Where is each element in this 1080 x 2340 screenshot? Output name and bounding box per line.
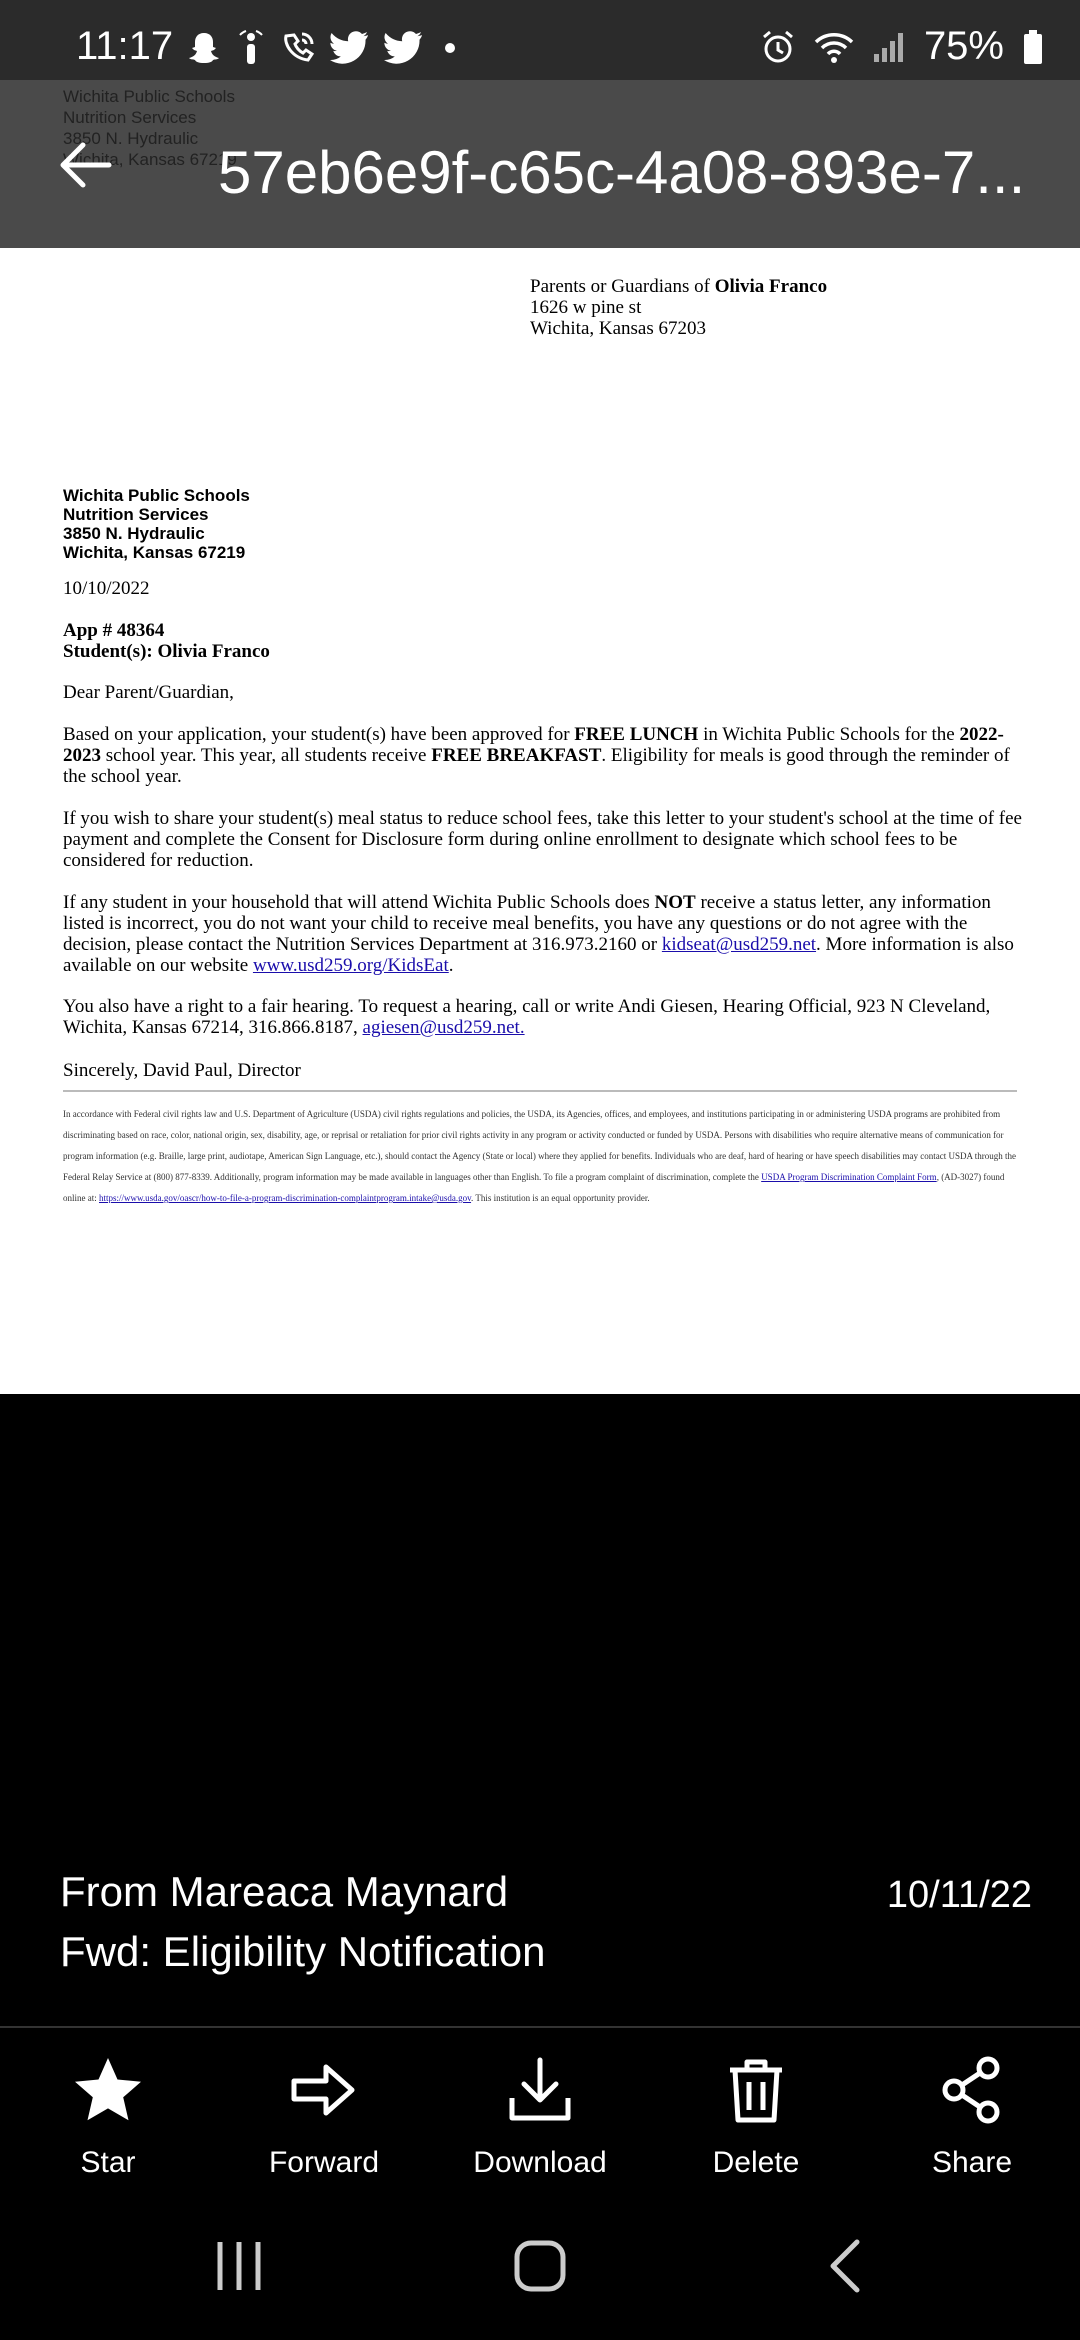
back-button[interactable] — [50, 130, 120, 200]
dot-icon — [438, 36, 462, 60]
share-button[interactable] — [872, 2050, 1072, 2180]
alarm-icon — [760, 29, 796, 65]
text: . Eligibility for meals is good through the reminder of the school year. — [63, 745, 1010, 787]
usda-email-link[interactable]: program.intake@usda.gov — [376, 1193, 472, 1203]
wifi-icon — [814, 30, 854, 64]
info-icon — [236, 30, 266, 66]
text: Based on your application, your student(s) have been approved for — [63, 724, 575, 745]
hearing-paragraph — [63, 996, 1023, 1038]
recipient-city: Wichita, Kansas 67203 — [530, 318, 707, 339]
contact-paragraph — [63, 892, 1023, 976]
trash-icon — [716, 2050, 796, 2130]
star-button[interactable] — [8, 2050, 208, 2180]
letterhead-line: Nutrition Services — [63, 108, 197, 127]
emphasis: FREE LUNCH — [574, 724, 699, 745]
salutation: Dear Parent/Guardian, — [63, 682, 234, 703]
text: In accordance with Federal civil rights law and U.S. Department of Agriculture (USDA) civil rights regulations and policies, the USDA, its Agencies, offices, and employees, and institutions participating in or administering USDA programs are prohibited from discriminating based on race, color, national origin, sex, disability, age, or reprisal or retaliation for prior civil rights activity in any program or activity conducted or funded by USDA. Persons with disabilities who require alternative means of communication for program information (e.g. Braille, large print, audiotape, American Sign Language, etc.), should contact the Agency (State or local) where they applied for benefits. Individuals who are deaf, hard of hearing or have speech disabilities may contact USDA through the Federal Relay Service at (800) 877-8339. Additionally, program information may be made available in languages other than English. To file a program complaint of discrimination, complete the — [63, 1109, 1017, 1182]
sender-line: Wichita, Kansas 67219 — [63, 543, 246, 562]
recent-apps-icon — [214, 2240, 264, 2292]
twitter-icon — [330, 31, 370, 65]
text: in Wichita Public Schools for the — [698, 724, 960, 745]
forward-button[interactable] — [224, 2050, 424, 2180]
signoff: Sincerely, David Paul, Director — [63, 1060, 301, 1081]
recipient-address — [530, 276, 827, 339]
document-title: 57eb6e9f-c65c-4a08-893e-7... — [218, 139, 1026, 206]
back-arrow-icon — [57, 140, 113, 190]
letter-date: 10/10/2022 — [63, 578, 150, 599]
snapchat-icon — [186, 30, 222, 66]
sender-line: Nutrition Services — [63, 505, 209, 524]
battery-icon — [1022, 29, 1044, 65]
sender-address — [63, 486, 250, 562]
emphasis: 2022-2023 — [63, 724, 1004, 766]
battery-percentage: 75% — [923, 24, 1004, 68]
delete-label: Delete — [712, 2146, 800, 2179]
twitter-icon — [384, 31, 424, 65]
usda-url-link[interactable]: https://www.usda.gov/oascr/how-to-file-a-program-discrimination-complaint — [99, 1193, 377, 1203]
download-button[interactable] — [440, 2050, 640, 2180]
fee-reduction-paragraph: If you wish to share your student(s) meal status to reduce school fees, take this letter to your student's school at the time of fee payment and complete the Consent for Disclosure form during online enrollment to designate which school fees to be considered for reduction. — [63, 808, 1022, 871]
home-icon — [512, 2238, 568, 2294]
star-label: Star — [80, 2146, 136, 2179]
text: If any student in your household that will attend Wichita Public Schools does — [63, 892, 655, 913]
status-time: 11:17 — [76, 24, 174, 68]
recipient-name: Olivia Franco — [714, 276, 828, 297]
app-number: App # 48364 — [63, 620, 165, 641]
emphasis: FREE BREAKFAST — [431, 745, 602, 766]
text: school year. This year, all students receive — [101, 745, 432, 766]
application-info — [63, 620, 1023, 662]
sender-line: 3850 N. Hydraulic — [63, 524, 205, 543]
sender-line: Wichita Public Schools — [63, 486, 250, 505]
message-subject: Fwd: Eligibility Notification — [60, 1928, 546, 1975]
letterhead-line: Wichita, Kansas 67219 — [63, 150, 237, 169]
header-bar — [0, 0, 1080, 248]
approval-paragraph — [63, 724, 1023, 787]
email-link[interactable]: kidseat@usd259.net — [661, 934, 817, 955]
share-icon — [932, 2050, 1012, 2130]
wifi-calling-icon — [280, 30, 316, 66]
student-names: Student(s): Olivia Franco — [63, 641, 270, 662]
website-link[interactable]: www.usd259.org/KidsEat — [252, 955, 449, 976]
message-date: 10/11/22 — [886, 1874, 1032, 1916]
nondiscrimination-statement — [63, 1104, 1023, 1209]
notification-icons — [186, 30, 462, 66]
text: You also have a right to a fair hearing. To request a hearing, call or write Andi Giesen, Hearing Official, 923 N Cleveland, Wichita, Kansas 67214, 316.866.8187, — [63, 996, 991, 1038]
text: . More information is also available on our website — [63, 934, 1014, 976]
download-label: Download — [473, 2146, 607, 2179]
divider — [0, 2026, 1080, 2028]
system-icons — [760, 24, 1044, 69]
text: . — [448, 955, 454, 976]
recipient-street: 1626 w pine st — [530, 297, 642, 318]
signal-icon — [872, 30, 906, 64]
forward-arrow-icon — [284, 2050, 364, 2130]
forward-label: Forward — [268, 2146, 380, 2179]
recipient-line — [530, 276, 827, 297]
share-label: Share — [931, 2146, 1013, 2179]
text: , (AD-3027) found online at: — [63, 1172, 1005, 1203]
recipient-prefix: Parents or Guardians of — [530, 276, 715, 297]
text: . This institution is an equal opportunity provider. — [471, 1193, 650, 1203]
letter-document[interactable] — [0, 248, 1080, 1394]
message-sender: From Mareaca Maynard — [60, 1868, 509, 1915]
delete-button[interactable] — [656, 2050, 856, 2180]
email-link[interactable]: agiesen@usd259.net. — [362, 1017, 525, 1038]
letterhead-line: Wichita Public Schools — [63, 87, 235, 106]
back-icon — [825, 2238, 865, 2294]
complaint-form-link[interactable]: USDA Program Discrimination Complaint Form — [761, 1172, 937, 1182]
divider — [63, 1090, 1017, 1092]
recent-apps-button[interactable] — [194, 2226, 284, 2306]
nav-back-button[interactable] — [800, 2226, 890, 2306]
home-button[interactable] — [495, 2226, 585, 2306]
download-icon — [500, 2050, 580, 2130]
star-icon — [68, 2050, 148, 2130]
letterhead-line: 3850 N. Hydraulic — [63, 129, 199, 148]
text: receive a status letter, any information listed is incorrect, you do not want your child to receive meal benefits, you have any questions or do not agree with the decision, please contact the Nutrition Services Department at 316.973.2160 or — [63, 892, 991, 955]
emphasis: NOT — [654, 892, 696, 913]
